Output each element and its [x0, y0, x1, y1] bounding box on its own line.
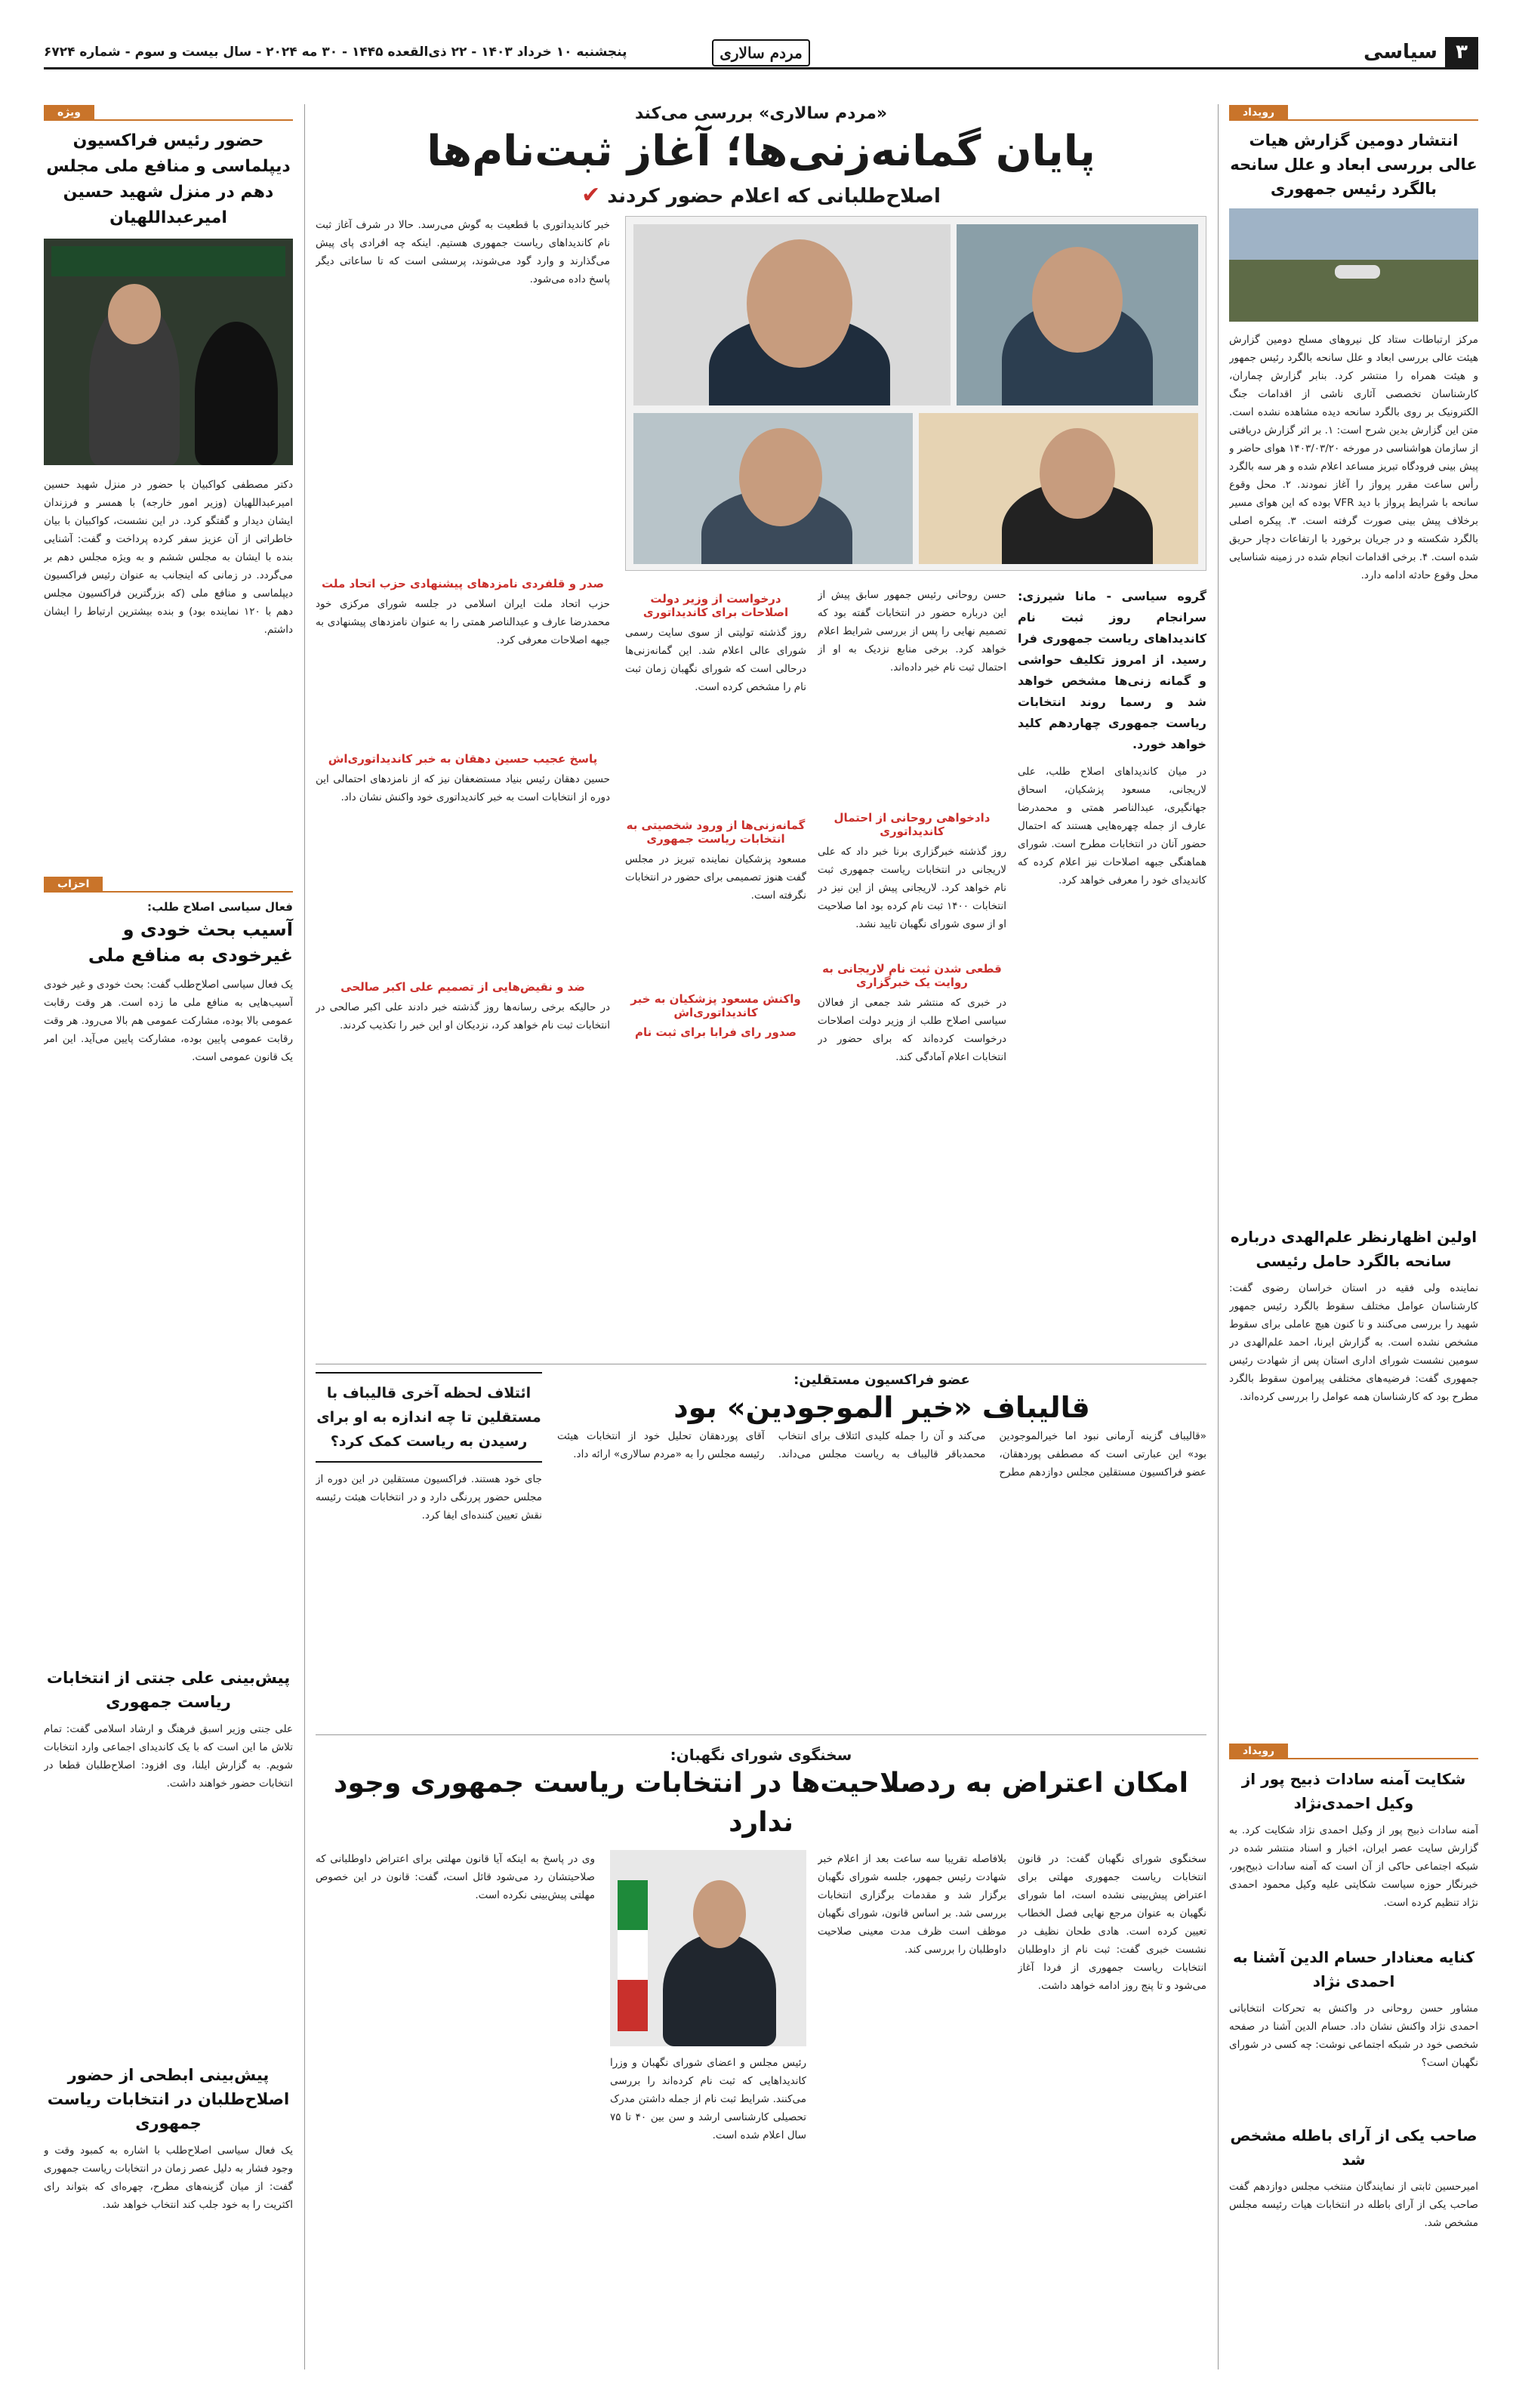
candidate-portraits [625, 216, 1206, 571]
center-subhead: اصلاح‌طلبانی که اعلام حضور کردند ✔ [581, 182, 941, 208]
alamolhoda-body: نماینده ولی فقیه در استان خراسان رضوی گفت: کارشناسان عوامل مختلف سقوط بالگرد رئیس جمهور شهید را بررسی می‌کنند و تا کنون هیچ عاملی برای سقوط مشخص نشده است. به گزارش ایرنا، احمد علم‌الهدی در سومین نشست شورای اداری استان پس از شهادت رئیس جمهوری گفت: فرضیه‌های مختلفی پیرامون سقوط بالگرد مطرح بود که کارشناسان همه عوامل را بررسی کرده‌اند. [1229, 1282, 1478, 1403]
center-body-5: روز گذشته تولیتی از سوی سایت رسمی شورای عالی اعلام شد. این گمانه‌زنی‌ها درحالی است که شورای نگهبان زمان ثبت نام را مشخص کرده است. [625, 627, 806, 693]
abtahi-body: یک فعال سیاسی اصلاح‌طلب با اشاره به کمبود وقت و وجود فشار به دلیل عصر زمان در انتخابات ریاست جمهوری گفت: از میان گزینه‌های مطرح، چهره‌ای که بتواند رای اکثریت را به خود جلب کند انتخاب خواهد شد. [44, 2144, 293, 2211]
guardian-body-4: وی در پاسخ به اینکه آیا قانون مهلتی برای اعتراض داوطلبانی که صلاحیتشان رد می‌شود قائل است، گفت: قانون در این خصوص مهلتی پیش‌بینی نکرده است. [316, 1853, 595, 1901]
qalibaf-body: «قالیباف گزینه آرمانی نبود اما خیرالموجودین بود» این عبارتی است که مصطفی پوردهقان، عضو فراکسیون مستقلین مجلس دوازدهم مطرح می‌کند و آن را جمله کلیدی ائتلاف برای انتخاب محمدباقر قالیباف به ریاست مجلس می‌داند. آقای پوردهقان تحلیل خود از انتخابات هیئت رئیسه مجلس را به «مردم سالاری» ارائه داد. [557, 1430, 1206, 1478]
jannati-headline: پیش‌بینی علی جنتی از انتخابات ریاست جمهوری [46, 1669, 291, 1711]
sub-heading-2: قطعی شدن ثبت نام لاریجانی به روایت یک خبرگزاری [822, 962, 1002, 989]
sub-heading-1: دادخواهی روحانی از احتمال کاندیداتوری [833, 811, 991, 838]
center-body-7: حزب اتحاد ملت ایران اسلامی در جلسه شورای مرکزی خود محمدرضا عارف و عبدالناصر همتی را به عنوان نامزدهای پیشنهادی به جبهه اصلاحات معرفی کرد. [316, 598, 610, 646]
tag-event: رویداد [1229, 105, 1288, 120]
guardian-kicker: سخنگوی شورای نگهبان: [670, 1746, 852, 1764]
center-lead: گروه سیاسی - مانا شیرزی: سرانجام روز ثبت نام کاندیداهای ریاست جمهوری فرا رسید. از امروز تکلیف حواشی و گمانه زنی‌ها مشخص خواهد شد و رسما روند انتخابات ریاست جمهوری چهاردهم کلید خواهد خورد. [1018, 589, 1206, 751]
sub-heading-3: درخواست از وزیر دولت اصلاحات برای کاندیداتوری [642, 592, 789, 619]
visit-body: دکتر مصطفی کواکبیان با حضور در منزل شهید حسین امیرعبداللهیان (وزیر امور خارجه) با همسر و فرزندان ایشان دیدار و گفتگو کرد. در این نشست، کواکبیان با بیان خاطراتی از آن عزیز سفر کرده پرداخت و گفت: آشنایی بنده با ایشان به مجلس ششم و به ویژه مجلس دهم بر می‌گردد. در زمانی که اینجانب به عنوان رئیس فراکسیون دیپلماسی و منافع ملی (که بزرگترین فراکسیون مجلس دهم با ۱۲۰ نماینده بود) و بنده بیشترین ارتباط را ایشان داشتم. [44, 479, 293, 636]
masthead [44, 36, 1478, 69]
tag-special: ویژه [44, 105, 94, 120]
center-body-3: روز گذشته خبرگزاری برنا خبر داد که علی لاریجانی در انتخابات ریاست جمهوری ثبت نام خواهد کرد. لاریجانی پیش از این نیز در انتخابات ۱۴۰۰ ثبت نام کرده بود اما صلاحیت او از سوی شورای نگهبان تایید نشد. [818, 846, 1006, 930]
qalibaf-article [316, 1372, 1206, 1727]
center-body-10: خبر کاندیداتوری با قطعیت به گوش می‌رسد. حالا در شرف آغاز ثبت نام کاندیداهای ریاست جمهوری هستیم. اینکه چه افرادی پای پیش می‌گذارند و وارد گود می‌شوند، پرسشی است که تا ساعاتی دیگر پاسخ داده می‌شود. [316, 219, 610, 285]
sub-heading-9: صدور رای فرابا برای ثبت نام [634, 1025, 797, 1039]
zabihpour-body: آمنه سادات ذبیح پور از وکیل احمدی نژاد شکایت کرد. به گزارش سایت عصر ایران، اخبار و اسناد منتشر شده در شبکه اجتماعی حاکی از آن است که آمنه سادات ذبیح‌پور، خبرنگار حوزه سیاست شکایتی علیه وکیل محمود احمدی نژاد تنظیم کرده است. [1229, 1824, 1478, 1909]
tag-parties: احزاب [44, 877, 103, 892]
alamolhoda-headline: اولین اظهارنظر علم‌الهدی درباره سانحه بالگرد حامل رئیسی [1230, 1228, 1477, 1270]
right-column [44, 104, 293, 2408]
helicopter-body: مرکز ارتباطات ستاد کل نیروهای مسلح دومین گزارش هیئت عالی بررسی ابعاد و علل سانحه بالگرد رئیس جمهور و هیئت همراه را منتشر کرد. بنابر گزارش چماران، کارشناسان تخصصی آثاری ناشی از اقدامات جنگ الکترونیک بر روی بالگرد سانحه دیده مشاهده نشده است. متن این گزارش بدین شرح است: ۱. بر اثر گزارش دریافتی از سازمان هواشناسی در مورخه ۱۴۰۳/۰۳/۲۰ هوای حاضر و پیش بینی فرودگاه تبریز مساعد اعلام شده و هر سه بالگرد رأس ساعت مقرر پرواز را آغاز نمودند. ۲. محل وقوع سانحه با شرایط پرواز با دید VFR بوده که این هوای مسیر برخلاف پیش بینی صورت گرفته است. ۳. پیکره اصلی بالگرد شکسته و در جریان برخورد با ارتفاعات دچار حریق شده است. ۴. برخی اقدامات انجام شده در زمینه شناسایی محل وقوع حادثه ادامه دارد. [1229, 334, 1478, 581]
family-visit-photo [44, 239, 293, 465]
ashna-body: مشاور حسن روحانی در واکنش به تحرکات انتخاباتی احمدی نژاد واکنش نشان داد. حسام الدین آشنا در صفحه شخصی خود در شبکه اجتماعی نوشت: چه کسی در شورای نگهبان است؟ [1229, 2003, 1478, 2069]
center-body-8: حسین دهقان رئیس بنیاد مستضعفان نیز که از نامزدهای احتمالی این دوره از انتخابات است به خبر کاندیداتوری خود واکنش نشان داد. [316, 773, 610, 803]
guardian-article [316, 1746, 1206, 2169]
void-vote-headline: صاحب یکی از آرای باطله مشخص شد [1230, 2126, 1477, 2169]
reformist-body: یک فعال سیاسی اصلاح‌طلب گفت: بحث خودی و غیر خودی آسیب‌هایی به منافع ملی ما زده است. هر وقت رقابت عمومی بالا بوده، مشارکت عمومی هم بالا می‌رود. هر وقت رقابت عمومی پایین بوده، مشارکت پایین می‌آید. این امر یک قانون عمومی است. [44, 979, 293, 1063]
qalibaf-pull-quote: ائتلاف لحظه آخری قالیباف با مستقلین تا چه اندازه به او برای رسیدن به ریاست کمک کرد؟ [316, 1372, 542, 1463]
center-body-4: در خبری که منتشر شد جمعی از فعالان سیاسی اصلاح طلب از وزیر دولت اصلاحات درخواست کرده‌اند که برای حضور در انتخابات اعلام آمادگی کند. [818, 997, 1006, 1063]
newspaper-logo: مردم سالاری [712, 39, 810, 66]
portrait-1 [957, 224, 1198, 405]
issue-line: پنجشنبه ۱۰ خرداد ۱۴۰۳ - ۲۲ ذی‌القعده ۱۴۴۵ - ۳۰ مه ۲۰۲۴ - سال بیست و سوم - شماره ۶۷۲۴ [44, 44, 627, 60]
qalibaf-headline: قالیباف «خیر الموجودین» بود [673, 1391, 1090, 1424]
guardian-body-3: رئیس مجلس و اعضای شورای نگهبان و وزرا کاندیداهایی که ثبت نام کرده‌اند را بررسی می‌کنند. شرایط ثبت نام از جمله داشتن مدرک تحصیلی کارشناسی ارشد و سن بین ۴۰ تا ۷۵ سال اعلام شده است. [610, 2057, 806, 2141]
center-kicker: «مردم سالاری» بررسی می‌کند [634, 104, 888, 123]
center-column [316, 104, 1206, 2169]
sub-heading-7: پاسخ عجیب حسین دهقان به خبر کاندیداتوری‌اش [328, 752, 598, 766]
newspaper-page [44, 36, 1478, 2369]
guardian-body-2: بلافاصله تقریبا سه ساعت بعد از اعلام خبر شهادت رئیس جمهور، جلسه شورای نگهبان برگزار شد و مقدمات برگزاری انتخابات بررسی شد. بر اساس قانون، شورای نگهبان موظف است ظرف مدت معینی صلاحیت داوطلبان را بررسی کند. [818, 1853, 1006, 1956]
abtahi-headline: پیش‌بینی ابطحی از حضور اصلاح‌طلبان در انتخابات ریاست جمهوری [47, 2066, 290, 2132]
center-body-6: مسعود پزشکیان نماینده تبریز در مجلس گفت هنوز تصمیمی برای حضور در انتخابات نگرفته است. [625, 853, 806, 902]
qalibaf-kicker: عضو فراکسیون مستقلین: [793, 1372, 970, 1388]
visit-headline: حضور رئیس فراکسیون دیپلماسی و منافع ملی مجلس دهم در منزل شهید حسین امیرعبداللهیان [46, 131, 291, 227]
section-header [1363, 37, 1478, 67]
qalibaf-body-2: جای خود هستند. فراکسیون مستقلین در این دوره از مجلس حضور پررنگی دارد و در انتخابات هیئت رئیسه نقش تعیین کننده‌ای ایفا کرد. [316, 1473, 542, 1522]
reformist-headline: آسیب بحث خودی و غیرخودی به منافع ملی [88, 919, 293, 966]
center-body-9: در حالیکه برخی رسانه‌ها روز گذشته خبر دادند علی اکبر صالحی در انتخابات ثبت نام خواهد کرد، نزدیکان او این خبر را تکذیب کردند. [316, 1001, 610, 1031]
page-number: ۳ [1445, 37, 1478, 67]
helicopter-photo [1229, 208, 1478, 322]
portrait-3 [919, 413, 1198, 564]
void-vote-body: امیرحسین ثابتی از نمایندگان منتخب مجلس دوازدهم گفت صاحب یکی از آرای باطله در انتخابات هیات رئیسه مجلس مشخص شد. [1229, 2181, 1478, 2229]
left-column [1229, 104, 1478, 2276]
reformist-kicker: فعال سیاسی اصلاح طلب: [146, 900, 293, 914]
ashna-headline: کنایه معنادار حسام الدین آشنا به احمدی نژاد [1233, 1948, 1474, 1990]
center-body-2: حسن روحانی رئیس جمهور سابق پیش از این درباره حضور در انتخابات گفته بود که تصمیم نهایی را پس از بررسی شرایط اعلام خواهد کرد. برخی منابع نزدیک به او از احتمال ثبت نام خبر داده‌اند. [818, 589, 1006, 674]
helicopter-headline: انتشار دومین گزارش هیات عالی بررسی ابعاد و علل سانحه بالگرد رئیس جمهوری [1230, 131, 1477, 198]
guardian-body: سخنگوی شورای نگهبان گفت: در قانون انتخابات ریاست جمهوری مهلتی برای اعتراض پیش‌بینی نشده است، اما شورای نگهبان به عنوان مرجع نهایی فصل الخطاب تعیین کرده است. هادی طحان نظیف در نشست خبری گفت: ثبت نام از داوطلبان انتخابات ریاست جمهوری از فردا آغاز می‌شود و تا پنج روز ادامه خواهد داشت. [1018, 1853, 1206, 1992]
portrait-4 [633, 413, 913, 564]
sub-heading-5: واکنش مسعود پزشکیان به خبر کاندیداتوری‌اش [630, 992, 801, 1019]
center-headline: پایان گمانه‌زنی‌ها؛ آغاز ثبت‌نام‌ها [427, 127, 1095, 176]
sub-heading-6: صدر و قلفردی نامزدهای پیشنهادی حزب اتحاد ملت [321, 577, 605, 590]
guardian-headline: امکان اعتراض به ردصلاحیت‌ها در انتخابات ریاست جمهوری وجود ندارد [334, 1768, 1188, 1838]
tag-event-2: رویداد [1229, 1744, 1288, 1759]
zabihpour-headline: شکایت آمنه سادات ذبیح پور از وکیل احمدی‌نژاد [1241, 1770, 1466, 1812]
jannati-body: علی جنتی وزیر اسبق فرهنگ و ارشاد اسلامی گفت: تمام تلاش ما این است که با یک کاندیدای اجماعی وارد انتخابات شویم. به گزارش ایلنا، وی افزود: اصلاح‌طلبان قطعا در انتخابات حضور خواهند داشت. [44, 1723, 293, 1790]
portrait-2 [633, 224, 951, 405]
sub-heading-4: گمانه‌زنی‌ها از ورود شخصیتی به انتخابات ریاست جمهوری [626, 819, 806, 846]
center-body-1: در میان کاندیداهای اصلاح طلب، علی لاریجانی، مسعود پزشکیان، اسحاق جهانگیری، عبدالناصر همتی و محمدرضا عارف از جمله چهره‌هایی هستند که احتمال حضور آنان در انتخابات مطرح است. شورای هماهنگی جبهه اصلاحات نیز اعلام کرده که کاندیدای خود را معرفی خواهد کرد. [1018, 766, 1206, 886]
check-icon: ✔ [581, 182, 601, 208]
section-title: سیاسی [1363, 40, 1437, 63]
spokesman-photo [610, 1850, 806, 2046]
sub-heading-8: ضد و نقیض‌هایی از تصمیم علی اکبر صالحی [340, 980, 585, 994]
